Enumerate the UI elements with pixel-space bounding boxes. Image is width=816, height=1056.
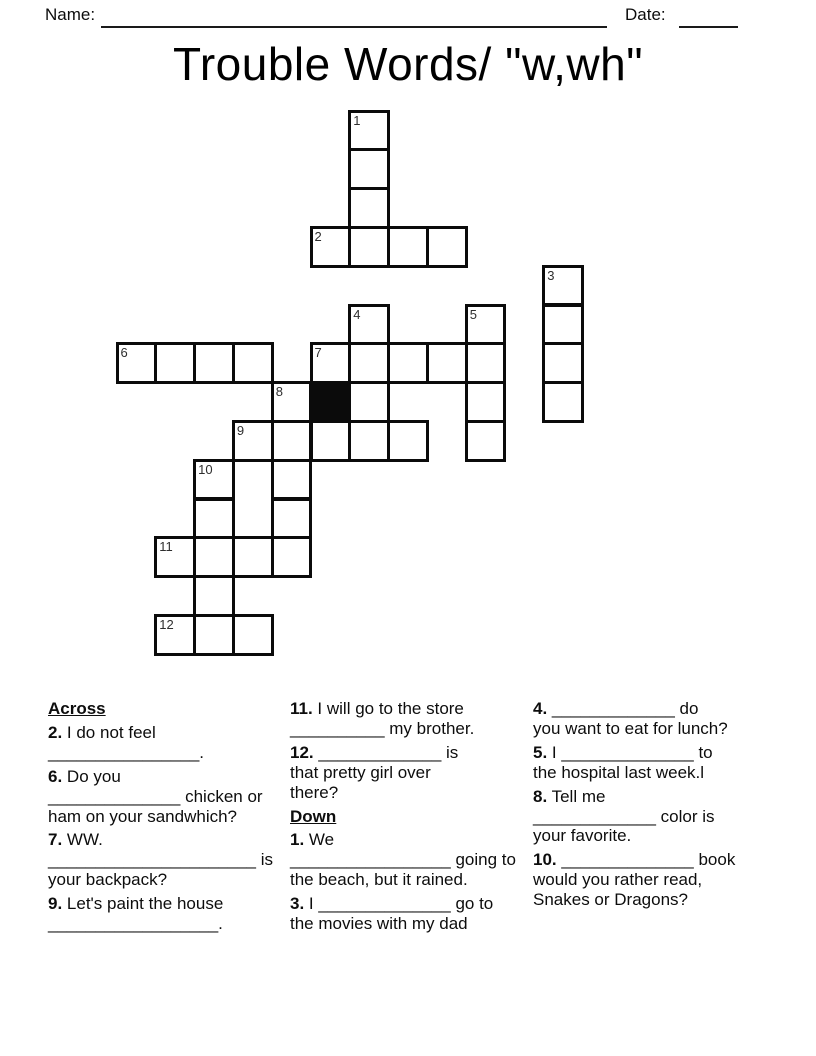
grid-cell bbox=[271, 459, 313, 501]
clue-column-2 bbox=[290, 699, 516, 938]
clue-heading-down: Down bbox=[290, 806, 337, 826]
grid-cell bbox=[271, 420, 313, 462]
grid-cell bbox=[387, 420, 429, 462]
clue-line: Snakes or Dragons? bbox=[533, 890, 688, 910]
clue-line: that pretty girl over bbox=[290, 762, 431, 782]
clue-line: ________________. bbox=[48, 742, 204, 762]
clue-5 bbox=[533, 743, 735, 783]
clue-number: 3. bbox=[290, 894, 305, 914]
clue-line: 10. ______________ book bbox=[533, 850, 736, 870]
grid-cell bbox=[154, 614, 196, 656]
grid-cell bbox=[465, 420, 507, 462]
clue-line: 7. WW. bbox=[48, 830, 103, 850]
grid-cell bbox=[271, 536, 313, 578]
clue-line: 5. I ______________ to bbox=[533, 742, 713, 762]
grid-cell bbox=[465, 381, 507, 423]
grid-cell bbox=[348, 187, 390, 229]
grid-cell bbox=[271, 381, 313, 423]
clue-line: ______________________ is bbox=[48, 850, 274, 870]
clue-4 bbox=[533, 699, 735, 739]
name-label: Name: bbox=[45, 5, 96, 24]
clue-line: 2. I do not feel bbox=[48, 722, 156, 742]
date-label: Date: bbox=[625, 5, 666, 24]
clue-line: your favorite. bbox=[533, 826, 632, 846]
grid-cell bbox=[465, 304, 507, 346]
clue-line: _________________ going to bbox=[290, 850, 516, 870]
grid-cell bbox=[193, 614, 235, 656]
grid-cell bbox=[348, 420, 390, 462]
grid-cell bbox=[426, 226, 468, 268]
grid-cell bbox=[542, 265, 584, 307]
grid-cell bbox=[387, 226, 429, 268]
grid-cell bbox=[310, 420, 352, 462]
cell-number: 5 bbox=[469, 306, 477, 322]
clue-number: 9. bbox=[48, 894, 63, 914]
clue-11 bbox=[290, 699, 516, 739]
clue-number: 12. bbox=[290, 742, 314, 762]
clue-line: the beach, but it rained. bbox=[290, 870, 468, 890]
cell-number: 12 bbox=[159, 616, 174, 632]
grid-cell bbox=[348, 381, 390, 423]
clue-line: would you rather read, bbox=[533, 870, 703, 890]
grid-cell bbox=[154, 342, 196, 384]
clue-number: 5. bbox=[533, 742, 548, 762]
clue-line: 4. _____________ do bbox=[533, 699, 699, 718]
clue-line: 12. _____________ is bbox=[290, 742, 459, 762]
cell-number: 4 bbox=[353, 306, 361, 322]
clue-number: 10. bbox=[533, 850, 557, 870]
clue-line: the movies with my dad bbox=[290, 914, 468, 934]
grid-cell bbox=[232, 342, 274, 384]
clue-6 bbox=[48, 767, 273, 827]
cell-number: 11 bbox=[159, 539, 173, 555]
grid-cell bbox=[465, 342, 507, 384]
clue-line: 1. We bbox=[290, 830, 335, 850]
cell-number: 9 bbox=[236, 422, 245, 438]
clue-line: _____________ color is bbox=[533, 806, 715, 826]
grid-cell bbox=[310, 226, 352, 268]
grid-cell bbox=[348, 148, 390, 190]
grid-cell bbox=[348, 226, 390, 268]
clue-heading-across: Across bbox=[48, 699, 106, 718]
cell-number: 10 bbox=[198, 461, 213, 477]
grid-cell bbox=[310, 342, 352, 384]
clue-7 bbox=[48, 830, 273, 890]
clue-1 bbox=[290, 830, 516, 890]
clue-number: 6. bbox=[48, 766, 63, 786]
grid-cell-black bbox=[310, 381, 352, 423]
grid-cell bbox=[232, 420, 274, 462]
clue-line: the hospital last week.l bbox=[533, 762, 705, 782]
clue-number: 1. bbox=[290, 830, 305, 850]
grid-cell bbox=[348, 304, 390, 346]
clue-line: 8. Tell me bbox=[533, 786, 606, 806]
clue-number: 8. bbox=[533, 786, 548, 806]
grid-cell bbox=[232, 614, 274, 656]
clue-12 bbox=[290, 743, 516, 803]
clue-line: 11. I will go to the store bbox=[290, 699, 464, 718]
grid-cell bbox=[542, 381, 584, 423]
grid-cell bbox=[232, 536, 274, 578]
cell-number: 8 bbox=[275, 384, 283, 400]
grid-cell bbox=[348, 342, 390, 384]
clue-line: 6. Do you bbox=[48, 766, 121, 786]
clue-line: 3. I ______________ go to bbox=[290, 894, 494, 914]
grid-cell bbox=[193, 575, 235, 617]
clue-line: your backpack? bbox=[48, 870, 168, 890]
grid-cell bbox=[387, 342, 429, 384]
cell-number: 6 bbox=[120, 345, 128, 361]
grid-cell bbox=[542, 342, 584, 384]
grid-cell bbox=[193, 536, 235, 578]
clue-number: 11. bbox=[290, 699, 313, 718]
clue-number: 4. bbox=[533, 699, 548, 718]
grid-cell bbox=[542, 304, 584, 346]
clue-column-1 bbox=[48, 699, 273, 938]
clue-2 bbox=[48, 723, 273, 763]
cell-number: 3 bbox=[547, 267, 555, 283]
grid-cell bbox=[426, 342, 468, 384]
clue-line: ham on your sandwhich? bbox=[48, 806, 238, 826]
clue-10 bbox=[533, 850, 735, 910]
grid-cell bbox=[193, 459, 235, 501]
grid-cell bbox=[271, 498, 313, 540]
clue-8 bbox=[533, 787, 735, 847]
cell-number: 7 bbox=[314, 345, 322, 361]
clue-3 bbox=[290, 894, 516, 934]
cell-number: 2 bbox=[314, 228, 322, 244]
clue-line: 9. Let's paint the house bbox=[48, 894, 224, 914]
grid-cell bbox=[193, 342, 235, 384]
grid-cell bbox=[193, 498, 235, 540]
clue-line: you want to eat for lunch? bbox=[533, 718, 728, 738]
cell-number: 1 bbox=[353, 112, 361, 128]
page-title: Trouble Words/ "w,wh" bbox=[172, 38, 644, 90]
clue-9 bbox=[48, 894, 273, 934]
clue-line: __________ my brother. bbox=[290, 718, 475, 738]
clue-column-3 bbox=[533, 699, 735, 914]
clue-line: __________________. bbox=[48, 914, 223, 934]
grid-cell bbox=[116, 342, 158, 384]
clue-line: there? bbox=[290, 782, 339, 802]
clue-line: ______________ chicken or bbox=[48, 786, 263, 806]
clue-number: 2. bbox=[48, 722, 63, 742]
clue-number: 7. bbox=[48, 830, 63, 850]
grid-cell bbox=[154, 536, 196, 578]
grid-cell bbox=[348, 110, 390, 152]
